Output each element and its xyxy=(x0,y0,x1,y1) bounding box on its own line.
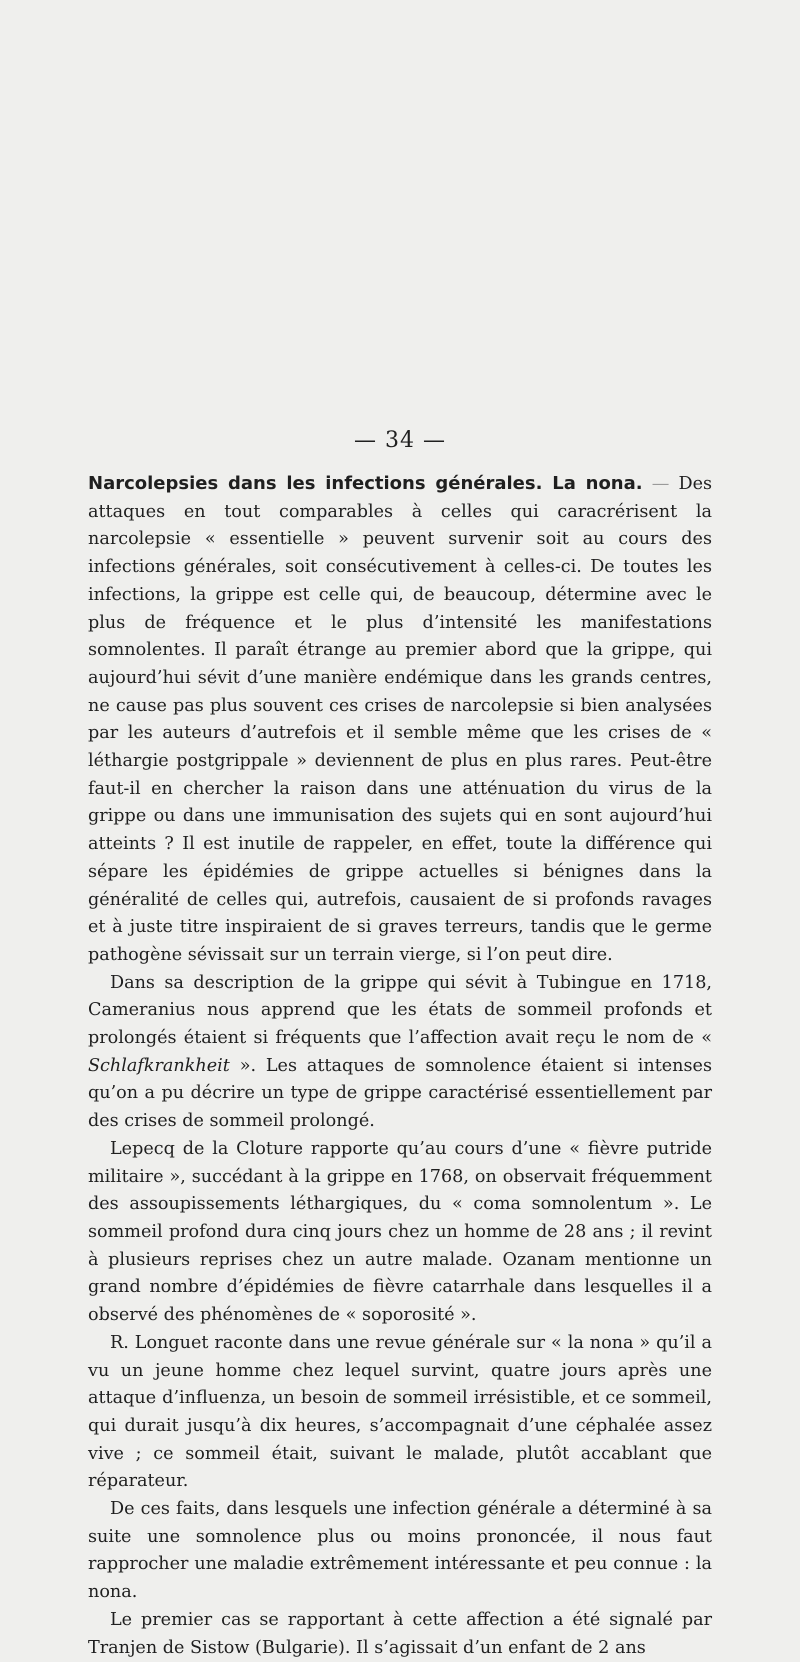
section-heading: Narcolepsies dans les infections générales. La nona. xyxy=(88,473,643,494)
schlafkrankheit-term: Schlafkrankheit xyxy=(88,1055,230,1076)
paragraph-6: Le premier cas se rapportant à cette affection a été signalé par Tranjen de Sistow (Bulgarie). Il s’agissait d’un enfant de 2 ans xyxy=(88,1609,712,1658)
paragraph-3: Lepecq de la Cloture rapporte qu’au cours d’une « fièvre putride militaire », succédant à la grippe en 1768, on observait fréquemment des assoupissements léthargiques, du « coma somnolentum ». Le sommeil profond dura cinq jours chez un homme de 28 ans ; il revint à plusieurs reprises chez un autre malade. Ozanam mentionne un grand nombre d’épidémies de fièvre catarrhale dans lesquelles il a observé des phénomènes de « soporosité ». xyxy=(88,1138,712,1326)
paragraph-1 xyxy=(88,470,712,970)
paragraph-2-tail: ». Les attaques de somnolence étaient si intenses qu’on a pu décrire un type de grippe caractérisé essentiellement par des crises de sommeil prolongé. xyxy=(88,1055,712,1132)
paragraph-4: R. Longuet raconte dans une revue générale sur « la nona » qu’il a vu un jeune homme chez lequel survint, quatre jours après une attaque d’influenza, un besoin de sommeil irrésistible, et ce sommeil, qui durait jusqu’à dix heures, s’accompagnait d’une céphalée assez vive ; ce sommeil était, suivant le malade, plutôt accablant que réparateur. xyxy=(88,1332,712,1492)
page-number: — 34 — xyxy=(354,428,446,453)
heading-dash: — xyxy=(651,474,670,494)
paragraph-2-text: Dans sa description de la grippe qui sévit à Tubingue en 1718, Cameranius nous apprend que les états de sommeil profonds et prolongés étaient si fréquents que l’affection avait reçu le nom de « xyxy=(88,972,712,1049)
paragraph-5: De ces faits, dans lesquels une infection générale a déterminé à sa suite une somnolence plus ou moins prononcée, il nous faut rapprocher une maladie extrêmement intéressante et peu connue : la nona. xyxy=(88,1499,712,1603)
body-text xyxy=(88,470,712,1662)
paragraph-1-text: Des attaques en tout comparables à celles qui caracrérisent la narcolepsie « essentielle » peuvent survenir soit au cours des infections générales, soit consécutivement à celles-ci. De toutes les infections, la grippe est celle qui, de beaucoup, détermine avec le plus de fréquence et le plus d’intensité les manifestations somnolentes. Il paraît étrange au premier abord que la grippe, qui aujourd’hui sévit d’une manière endémique dans les grands centres, ne cause pas plus souvent ces crises de narcolepsie si bien analysées par les auteurs d’autrefois et il semble même que les crises de « léthargie postgrippale » deviennent de plus en plus rares. Peut-être faut-il en chercher la raison dans une atténuation du virus de la grippe ou dans une immunisation des sujets qui en sont aujourd’hui atteints ? Il est inutile de rappeler, en effet, toute la différence qui sépare les épidémies de grippe actuelles si bénignes dans la généralité de celles qui, autrefois, causaient de si profonds ravages et à juste titre inspiraient de si graves terreurs, tandis que le germe pathogène sévissait sur un terrain vierge, si l’on peut dire. xyxy=(88,474,713,965)
paragraph-2 xyxy=(88,970,712,1136)
